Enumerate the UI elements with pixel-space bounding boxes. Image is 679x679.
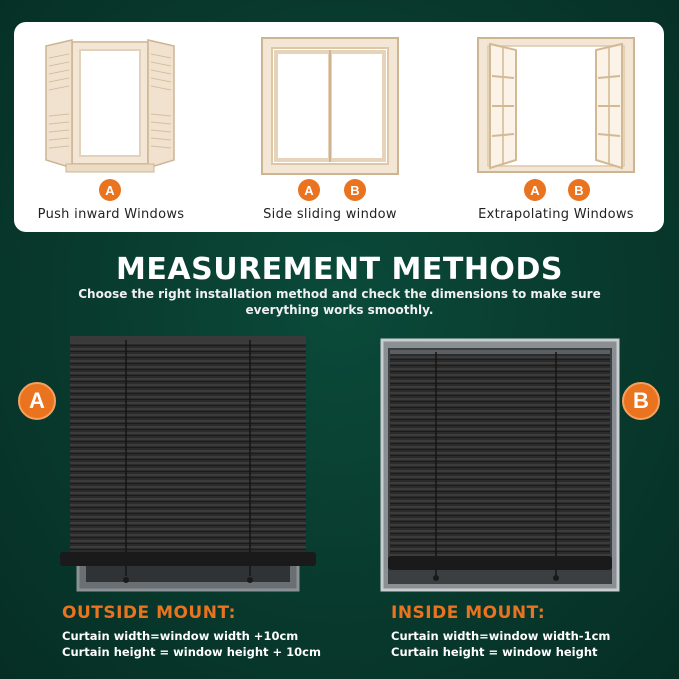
badge-a: A bbox=[524, 179, 546, 201]
window-type-label: Extrapolating Windows bbox=[478, 207, 634, 222]
outside-mount-blind-image bbox=[60, 336, 316, 603]
sliding-window-icon bbox=[260, 36, 400, 176]
badge-a: A bbox=[99, 179, 121, 201]
badge-b: B bbox=[568, 179, 590, 201]
inside-mount-blind-image bbox=[380, 338, 620, 605]
window-type-label: Push inward Windows bbox=[37, 207, 185, 222]
page-title: MEASUREMENT METHODS bbox=[116, 252, 563, 287]
page-subtitle: Choose the right installation method and check the dimensions to make sure everything works smoothly. bbox=[78, 287, 601, 317]
badge-b-large: B bbox=[622, 382, 660, 420]
badge-a-large: A bbox=[18, 382, 56, 420]
push-inward-window-icon bbox=[40, 36, 180, 176]
badge-a: A bbox=[298, 179, 320, 201]
badge-b: B bbox=[344, 179, 366, 201]
outward-window-icon bbox=[476, 36, 636, 176]
outside-mount-width: Curtain width=window width +10cm bbox=[62, 629, 299, 643]
inside-mount-height: Curtain height = window height bbox=[391, 645, 598, 659]
outside-mount-title: OUTSIDE MOUNT: bbox=[62, 603, 236, 623]
window-type-label: Side sliding window bbox=[263, 207, 397, 222]
inside-mount-width: Curtain width=window width-1cm bbox=[391, 629, 611, 643]
window-types-card bbox=[14, 22, 664, 232]
inside-mount-title: INSIDE MOUNT: bbox=[391, 603, 546, 623]
outside-mount-height: Curtain height = window height + 10cm bbox=[62, 645, 321, 659]
